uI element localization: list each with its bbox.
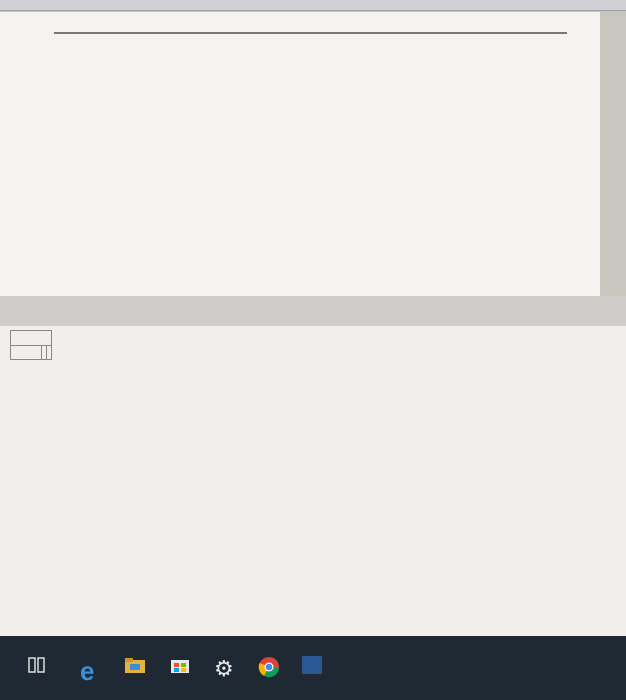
word-icon[interactable]: [302, 656, 322, 674]
transactions-table: [54, 32, 567, 34]
store-icon[interactable]: [170, 656, 190, 674]
transaction-lead-row: [55, 33, 567, 34]
chrome-icon[interactable]: [258, 656, 280, 678]
assets-header: [11, 346, 42, 360]
edge-icon[interactable]: e: [80, 656, 95, 686]
equity-header: [47, 346, 52, 360]
page-gap: [0, 296, 626, 326]
worksheet-table: [10, 330, 52, 360]
transaction-lead-text: [84, 33, 567, 34]
worksheet-panel: [0, 326, 626, 636]
transactions-panel: [0, 12, 600, 296]
task-view-icon[interactable]: [28, 656, 46, 674]
ribbon-bar: [0, 0, 626, 11]
worksheet-title: [11, 331, 52, 346]
settings-icon[interactable]: ⚙: [214, 656, 234, 681]
file-explorer-icon[interactable]: [124, 656, 146, 674]
